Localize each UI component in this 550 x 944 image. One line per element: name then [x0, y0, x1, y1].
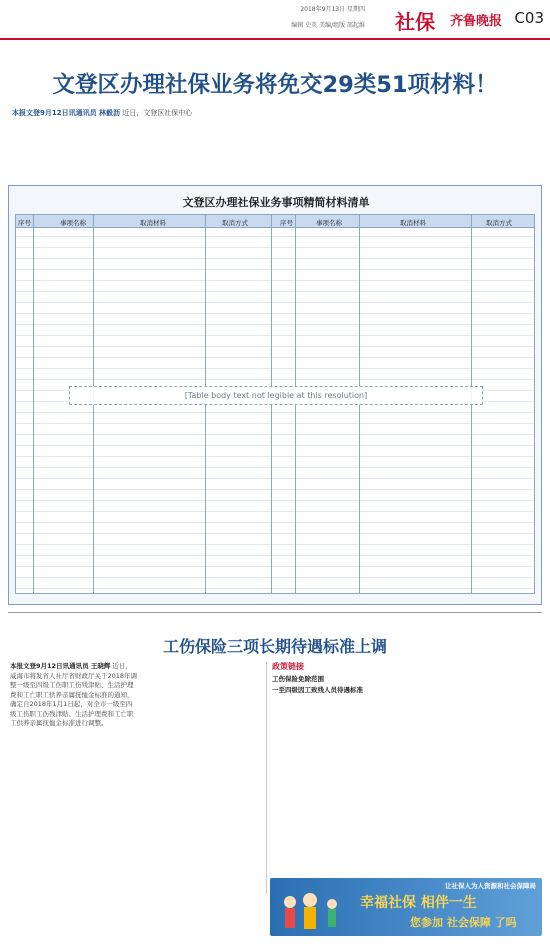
- table-header-cell: 事项名称: [316, 219, 342, 227]
- table-header-cell: 事项名称: [60, 219, 86, 227]
- sidebar-title: 政策链接: [272, 662, 304, 671]
- column-divider: [266, 662, 267, 894]
- table-header-cell: 取消方式: [486, 219, 512, 227]
- article1-lead: [12, 108, 538, 178]
- paper-logo: 齐鲁晚报: [449, 14, 502, 29]
- section-name: 社保: [395, 10, 435, 34]
- promo-banner: [270, 878, 542, 936]
- article1-lead-text: 近日，文登区社保中心: [122, 109, 193, 117]
- policy-sidebar: [272, 662, 402, 894]
- banner-subslogan: 您参加 社会保障 了吗: [410, 916, 517, 929]
- issue-date: 2018年9月13日 星期四: [300, 6, 365, 13]
- article1-dateline: 本报文登9月12日讯通讯员 林毅沥: [12, 109, 121, 117]
- table-title: 文登区办理社保业务事项精简材料清单: [182, 196, 370, 209]
- article2-headline: 工伤保险三项长期待遇标准上调: [162, 637, 387, 656]
- page-number: C03: [514, 9, 544, 27]
- table-column-rule: [33, 214, 34, 594]
- banner-slogan: 幸福社保 相伴一生: [360, 895, 477, 911]
- table-header-cell: 序号: [280, 219, 293, 227]
- materials-table: [8, 185, 542, 605]
- table-illegible-note: [Table body text not legible at this resolution]: [69, 386, 483, 405]
- editor-credits: 编辑 史英 美编/组版 邵起维: [291, 22, 365, 29]
- table-header-cell: 取消材料: [400, 219, 426, 227]
- banner-organization: 让社保人为人资源和社会保障局: [445, 882, 536, 890]
- sidebar-subhead: 工伤保险免除范围: [272, 674, 324, 683]
- section-divider: [8, 612, 542, 613]
- article2-dateline: 本报文登9月12日讯通讯员 王晓辉: [10, 662, 111, 670]
- article2-lead-text: 近日，威海市将发省人社厅省财政厅关于2018年调整一级至四级工伤职工伤残津贴、生活护理费和工亡职工供养亲属抚恤金标准的通知，确定自2018年1月1日起，对全市一级至四级工伤职工伤残津贴、生活护理费和工亡职工供养亲属抚恤金标准进行调整。: [10, 662, 138, 727]
- family-illustration: [278, 892, 348, 932]
- table-header-cell: 序号: [18, 219, 31, 227]
- table-header-cell: 取消方式: [222, 219, 248, 227]
- sidebar-subhead: 一至四级因工致残人员待遇标准: [272, 686, 363, 694]
- masthead: [0, 0, 550, 40]
- article2-column: [10, 662, 138, 894]
- table-header-cell: 取消材料: [140, 219, 166, 227]
- article1-headline: 文登区办理社保业务将免交29类51项材料！: [52, 72, 498, 98]
